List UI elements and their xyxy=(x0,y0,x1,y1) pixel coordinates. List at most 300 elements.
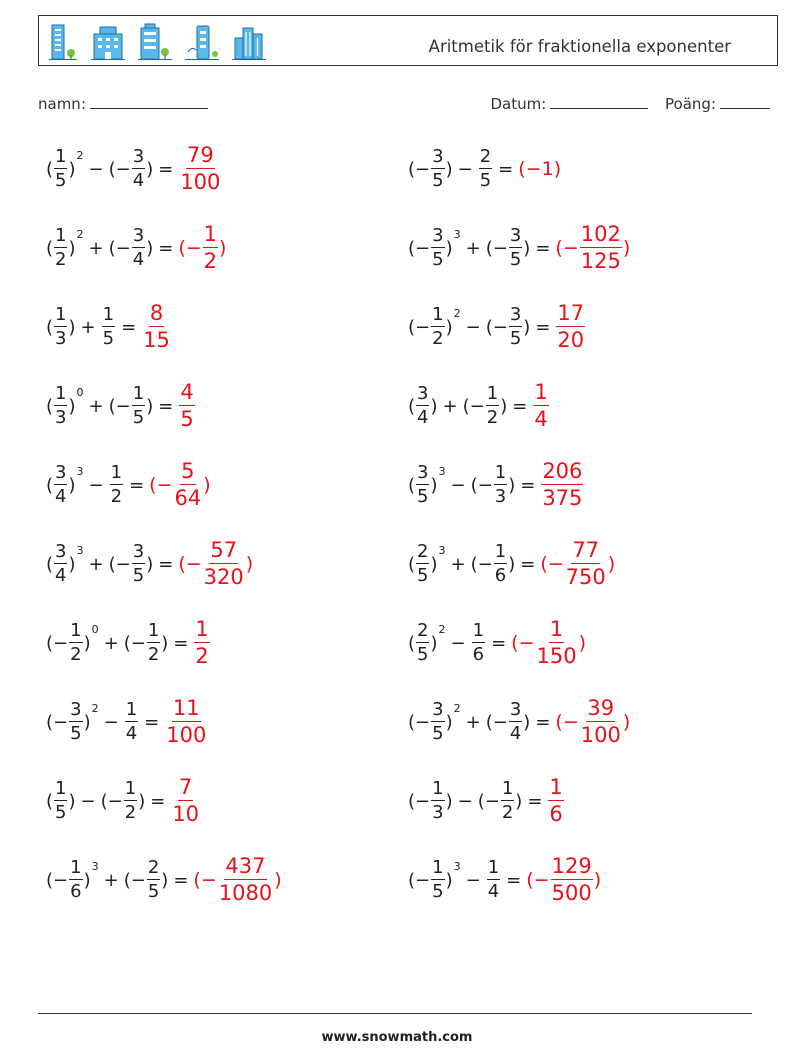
fraction xyxy=(431,227,444,269)
parenthesis: ( xyxy=(408,632,416,654)
problem-2 xyxy=(408,139,561,199)
answer xyxy=(164,698,208,746)
numerator: 3 xyxy=(55,462,67,483)
problem-11 xyxy=(46,534,253,594)
parenthesis: ( xyxy=(540,553,548,575)
fraction xyxy=(124,780,137,822)
equals-sign: = xyxy=(158,158,174,180)
parenthesis: ) xyxy=(146,395,154,417)
parenthesis: ) xyxy=(68,395,76,417)
equals-sign: = xyxy=(527,790,543,812)
denominator: 4 xyxy=(534,407,548,431)
parenthesis: ) xyxy=(68,158,76,180)
denominator: 5 xyxy=(102,328,115,349)
denominator: 6 xyxy=(472,644,485,665)
parenthesis: ) xyxy=(508,553,516,575)
answer-fraction xyxy=(556,303,585,351)
numerator: 1 xyxy=(494,462,507,483)
denominator: 5 xyxy=(70,723,82,744)
parenthesis: ( xyxy=(108,553,116,575)
operator: + xyxy=(442,395,458,417)
answer xyxy=(555,698,630,746)
operator: − xyxy=(457,158,473,180)
fraction xyxy=(69,859,82,901)
fraction xyxy=(487,859,500,901)
denominator: 5 xyxy=(55,170,67,191)
parenthesis: ) xyxy=(515,790,523,812)
problem-9 xyxy=(46,455,211,515)
equals-sign: = xyxy=(129,474,145,496)
numerator: 2 xyxy=(417,620,429,641)
fraction xyxy=(69,622,82,664)
answer-fraction xyxy=(580,224,622,272)
minus-sign: − xyxy=(156,474,173,496)
problem-3 xyxy=(46,218,226,278)
minus-sign: − xyxy=(130,869,146,891)
fraction xyxy=(132,227,145,269)
answer-fraction xyxy=(174,461,203,509)
equals-sign: = xyxy=(535,237,551,259)
parenthesis: ( xyxy=(555,711,563,733)
name-label: namn: xyxy=(38,95,86,113)
parenthesis: ( xyxy=(477,790,485,812)
numerator: 437 xyxy=(225,854,266,878)
fraction xyxy=(132,148,145,190)
parenthesis: ( xyxy=(470,474,478,496)
equals-sign: = xyxy=(520,553,536,575)
problem-10 xyxy=(408,455,584,515)
denominator: 3 xyxy=(494,486,507,507)
parenthesis: ( xyxy=(408,158,416,180)
parenthesis: ( xyxy=(108,158,116,180)
numerator: 5 xyxy=(181,459,195,483)
parenthesis: ) xyxy=(553,158,562,180)
parenthesis: ) xyxy=(500,395,508,417)
answer xyxy=(511,619,586,667)
parenthesis: ) xyxy=(445,158,453,180)
denominator: 3 xyxy=(55,328,67,349)
parenthesis: ( xyxy=(555,237,563,259)
fraction xyxy=(431,306,444,348)
problem-14 xyxy=(408,613,586,673)
parenthesis: ( xyxy=(178,553,186,575)
denominator: 6 xyxy=(70,881,82,902)
fraction xyxy=(147,622,160,664)
parenthesis: ) xyxy=(245,553,254,575)
parenthesis: ) xyxy=(445,711,453,733)
parenthesis: ( xyxy=(46,869,54,891)
problem-8 xyxy=(408,376,550,436)
parenthesis: ) xyxy=(83,632,91,654)
minus-sign: − xyxy=(107,790,123,812)
operator: − xyxy=(80,790,96,812)
worksheet-header xyxy=(38,15,778,66)
numerator: 2 xyxy=(417,541,429,562)
parenthesis: ) xyxy=(161,869,169,891)
denominator: 750 xyxy=(565,565,606,589)
fraction xyxy=(416,385,429,427)
numerator: 7 xyxy=(178,775,193,799)
operator: − xyxy=(450,474,466,496)
numerator: 3 xyxy=(432,225,444,246)
numerator: 1 xyxy=(472,620,485,641)
parenthesis: ( xyxy=(123,869,131,891)
parenthesis: ( xyxy=(178,237,186,259)
denominator: 2 xyxy=(124,802,137,823)
numerator: 77 xyxy=(572,538,600,562)
parenthesis: ( xyxy=(46,553,54,575)
fraction xyxy=(431,859,444,901)
numerator: 1 xyxy=(432,304,444,325)
denominator: 100 xyxy=(580,723,621,747)
minus-sign: − xyxy=(415,237,431,259)
fraction xyxy=(416,622,429,664)
operator: + xyxy=(88,237,104,259)
numerator: 8 xyxy=(149,301,164,325)
exponent: 2 xyxy=(438,622,446,636)
fraction xyxy=(54,543,67,585)
parenthesis: ) xyxy=(146,158,154,180)
answer-fraction xyxy=(580,698,622,746)
denominator: 2 xyxy=(195,644,209,668)
answer xyxy=(540,540,615,588)
denominator: 5 xyxy=(479,170,492,191)
answer xyxy=(141,303,172,351)
operator: + xyxy=(103,869,119,891)
fraction xyxy=(147,859,160,901)
numerator: 1 xyxy=(55,146,67,167)
operator: − xyxy=(465,316,481,338)
exponent: 3 xyxy=(453,227,461,241)
fraction xyxy=(509,306,522,348)
operator: − xyxy=(450,632,466,654)
operator: + xyxy=(88,553,104,575)
parenthesis: ) xyxy=(430,395,438,417)
minus-sign: − xyxy=(115,158,131,180)
denominator: 6 xyxy=(549,802,563,826)
equals-sign: = xyxy=(150,790,166,812)
numerator: 17 xyxy=(557,301,585,325)
parenthesis: ) xyxy=(578,632,587,654)
apartment-building-icon xyxy=(90,22,126,62)
parenthesis: ( xyxy=(46,474,54,496)
numerator: 1 xyxy=(125,699,138,720)
parenthesis: ) xyxy=(430,553,438,575)
exponent: 2 xyxy=(453,306,461,320)
numerator: 1 xyxy=(110,462,123,483)
numerator: 3 xyxy=(417,462,429,483)
numerator: 2 xyxy=(147,857,160,878)
minus-sign: − xyxy=(477,474,493,496)
fraction xyxy=(110,464,123,506)
parenthesis: ( xyxy=(408,237,416,259)
denominator: 4 xyxy=(55,486,67,507)
numerator: 1 xyxy=(55,778,67,799)
office-building-icon xyxy=(47,22,79,62)
denominator: 5 xyxy=(432,881,444,902)
denominator: 3 xyxy=(55,407,67,428)
equals-sign: = xyxy=(506,869,522,891)
answer xyxy=(540,461,584,509)
numerator: 3 xyxy=(509,304,522,325)
minus-sign: − xyxy=(415,316,431,338)
problem-19 xyxy=(46,850,282,910)
fraction xyxy=(494,543,507,585)
equals-sign: = xyxy=(158,237,174,259)
operator: − xyxy=(88,474,104,496)
numerator: 79 xyxy=(186,143,214,167)
equals-sign: = xyxy=(173,632,189,654)
operator: + xyxy=(88,395,104,417)
minus-sign: − xyxy=(525,158,542,180)
parenthesis: ) xyxy=(607,553,616,575)
minus-sign: − xyxy=(53,632,69,654)
minus-sign: − xyxy=(185,553,202,575)
parenthesis: ( xyxy=(46,395,54,417)
minus-sign: − xyxy=(130,632,146,654)
denominator: 5 xyxy=(432,170,444,191)
equals-sign: = xyxy=(158,395,174,417)
numerator: 1 xyxy=(501,778,514,799)
problem-12 xyxy=(408,534,615,594)
denominator: 5 xyxy=(432,249,444,270)
denominator: 5 xyxy=(509,328,522,349)
denominator: 150 xyxy=(536,644,577,668)
answer xyxy=(178,224,226,272)
numerator: 1 xyxy=(124,778,137,799)
minus-sign: − xyxy=(415,158,431,180)
worksheet-title: Aritmetik för fraktionella exponenter xyxy=(428,37,731,56)
parenthesis: ) xyxy=(445,237,453,259)
parenthesis: ( xyxy=(46,711,54,733)
answer-fraction xyxy=(548,777,563,825)
operator: + xyxy=(103,632,119,654)
parenthesis: ( xyxy=(408,790,416,812)
operator: − xyxy=(465,869,481,891)
parenthesis: ( xyxy=(100,790,108,812)
operator: − xyxy=(88,158,104,180)
fraction xyxy=(54,780,67,822)
answer-fraction xyxy=(541,461,583,509)
denominator: 4 xyxy=(417,407,429,428)
numerator: 206 xyxy=(542,459,583,483)
problem-4 xyxy=(408,218,630,278)
denominator: 4 xyxy=(132,249,145,270)
parenthesis: ) xyxy=(523,237,531,259)
numerator: 3 xyxy=(132,541,145,562)
equals-sign: = xyxy=(173,869,189,891)
fraction xyxy=(54,227,67,269)
parenthesis: ) xyxy=(508,474,516,496)
minus-sign: − xyxy=(533,869,550,891)
denominator: 100 xyxy=(166,723,207,747)
parenthesis: ( xyxy=(46,158,54,180)
parenthesis: ( xyxy=(193,869,201,891)
minus-sign: − xyxy=(547,553,564,575)
fraction xyxy=(431,148,444,190)
denominator: 5 xyxy=(417,644,429,665)
numerator: 3 xyxy=(509,699,522,720)
exponent: 2 xyxy=(91,701,99,715)
skyscrapers-icon xyxy=(231,22,267,62)
denominator: 4 xyxy=(487,881,500,902)
parenthesis: ) xyxy=(523,711,531,733)
minus-sign: − xyxy=(492,237,508,259)
minus-sign: − xyxy=(185,237,202,259)
numerator: 3 xyxy=(417,383,429,404)
parenthesis: ) xyxy=(219,237,227,259)
parenthesis: ) xyxy=(445,869,453,891)
parenthesis: ) xyxy=(138,790,146,812)
minus-sign: − xyxy=(415,869,431,891)
numerator: 57 xyxy=(210,538,238,562)
fraction xyxy=(125,701,138,743)
fraction xyxy=(54,385,67,427)
numerator: 1 xyxy=(432,778,444,799)
numerator: 3 xyxy=(132,146,145,167)
tower-with-tree-icon xyxy=(184,22,220,62)
denominator: 2 xyxy=(147,644,160,665)
score-label: Poäng: xyxy=(665,95,716,113)
minus-sign: − xyxy=(115,237,131,259)
problem-17 xyxy=(46,771,201,831)
parenthesis: ) xyxy=(68,237,76,259)
parenthesis: ( xyxy=(408,869,416,891)
numerator: 3 xyxy=(432,699,444,720)
minus-sign: − xyxy=(115,395,131,417)
minus-sign: − xyxy=(115,553,131,575)
denominator: 64 xyxy=(174,486,202,510)
parenthesis: ( xyxy=(408,474,416,496)
numerator: 3 xyxy=(132,225,145,246)
fraction xyxy=(494,464,507,506)
answer-fraction xyxy=(203,540,245,588)
numerator: 1 xyxy=(70,620,82,641)
denominator: 2 xyxy=(432,328,444,349)
numerator: 1 xyxy=(102,304,115,325)
score-blank[interactable] xyxy=(720,94,770,109)
answer-fraction xyxy=(179,382,194,430)
answer-fraction xyxy=(203,224,218,272)
fraction xyxy=(486,385,499,427)
numerator: 1 xyxy=(70,857,82,878)
footer-divider xyxy=(38,1013,752,1014)
denominator: 5 xyxy=(417,565,429,586)
denominator: 5 xyxy=(55,802,67,823)
exponent: 3 xyxy=(453,859,461,873)
fraction xyxy=(431,701,444,743)
problem-5 xyxy=(46,297,172,357)
parenthesis: ) xyxy=(593,869,602,891)
date-label: Datum: xyxy=(490,95,547,113)
answer-fraction xyxy=(171,777,200,825)
answer-fraction xyxy=(194,619,209,667)
exponent: 3 xyxy=(76,543,84,557)
parenthesis: ( xyxy=(485,237,493,259)
numerator: 39 xyxy=(587,696,615,720)
numerator: 11 xyxy=(172,696,200,720)
denominator: 5 xyxy=(132,565,145,586)
exponent: 0 xyxy=(91,622,99,636)
denominator: 3 xyxy=(432,802,444,823)
parenthesis: ( xyxy=(408,711,416,733)
answer xyxy=(178,382,195,430)
exponent: 0 xyxy=(76,385,84,399)
fraction xyxy=(54,306,67,348)
denominator: 4 xyxy=(132,170,145,191)
parenthesis: ) xyxy=(203,474,211,496)
answer xyxy=(526,856,601,904)
denominator: 5 xyxy=(180,407,194,431)
parenthesis: ( xyxy=(123,632,131,654)
answer xyxy=(193,856,281,904)
answer-fraction xyxy=(551,856,593,904)
problem-6 xyxy=(408,297,586,357)
parenthesis: ( xyxy=(408,316,416,338)
numerator: 1 xyxy=(486,383,499,404)
denominator: 125 xyxy=(580,249,621,273)
answer xyxy=(178,145,222,193)
answer xyxy=(555,224,630,272)
parenthesis: ( xyxy=(46,632,54,654)
numerator: 1 xyxy=(55,225,67,246)
footer-url: www.snowmath.com xyxy=(321,1030,473,1045)
minus-sign: − xyxy=(562,237,579,259)
name-blank[interactable] xyxy=(90,94,208,109)
equals-sign: = xyxy=(498,158,514,180)
operator: + xyxy=(465,237,481,259)
fraction xyxy=(132,385,145,427)
answer-fraction xyxy=(218,856,273,904)
exponent: 2 xyxy=(76,148,84,162)
exponent: 2 xyxy=(76,227,84,241)
equals-sign: = xyxy=(121,316,137,338)
denominator: 4 xyxy=(125,723,138,744)
denominator: 6 xyxy=(494,565,507,586)
problem-18 xyxy=(408,771,565,831)
exponent: 2 xyxy=(453,701,461,715)
parenthesis: ) xyxy=(445,790,453,812)
answer-value: 1 xyxy=(541,158,554,180)
equals-sign: = xyxy=(158,553,174,575)
equals-sign: = xyxy=(491,632,507,654)
answer-fraction xyxy=(142,303,171,351)
equals-sign: = xyxy=(535,316,551,338)
parenthesis: ( xyxy=(46,790,54,812)
minus-sign: − xyxy=(477,553,493,575)
numerator: 1 xyxy=(432,857,444,878)
date-blank[interactable] xyxy=(550,94,648,109)
answer-fraction xyxy=(536,619,578,667)
parenthesis: ( xyxy=(108,237,116,259)
denominator: 4 xyxy=(509,723,522,744)
exponent: 3 xyxy=(91,859,99,873)
answer xyxy=(518,158,561,180)
numerator: 3 xyxy=(55,541,67,562)
numerator: 1 xyxy=(55,304,67,325)
equals-sign: = xyxy=(512,395,528,417)
minus-sign: − xyxy=(53,869,69,891)
minus-sign: − xyxy=(492,316,508,338)
parenthesis: ) xyxy=(83,711,91,733)
numerator: 129 xyxy=(551,854,592,878)
denominator: 100 xyxy=(180,170,221,194)
equals-sign: = xyxy=(535,711,551,733)
answer-fraction xyxy=(165,698,207,746)
parenthesis: ( xyxy=(408,553,416,575)
parenthesis: ( xyxy=(46,316,54,338)
denominator: 2 xyxy=(203,249,218,273)
